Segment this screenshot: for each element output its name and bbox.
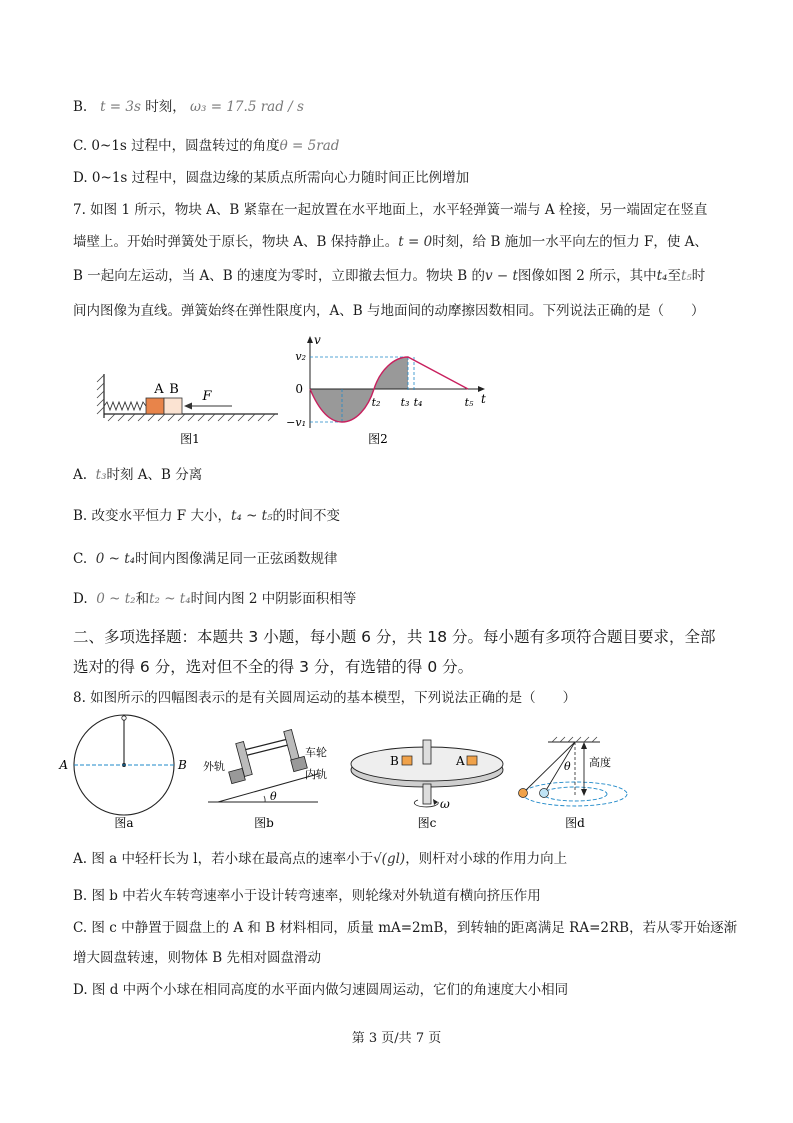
force-label: F xyxy=(202,389,212,404)
block-b xyxy=(164,398,182,414)
figb-wheel-label: 车轮 xyxy=(305,746,327,759)
figa-a-label: A xyxy=(59,758,68,772)
q8-option-d: D. 图 d 中两个小球在相同高度的水平面内做匀速圆周运动，它们的角速度大小相同 xyxy=(73,982,569,998)
shaded-area-2 xyxy=(374,357,408,389)
q8-option-a: A. 图 a 中轻杆长为 l，若小球在最高点的速率小于√(gl)，则杆对小球的作用力向上 xyxy=(73,851,568,867)
zero-label: 0 xyxy=(295,382,303,396)
q7-option-b: B. 改变水平恒力 F 大小，t₄ ~ t₅的时间不变 xyxy=(73,508,341,524)
t4-label: t₄ xyxy=(413,396,423,409)
figure-c xyxy=(351,740,503,830)
figb-inner-label: 内轨 xyxy=(305,768,327,781)
q7-stem-line3: B 一起向左运动，当 A、B 的速度为零时，立即撤去恒力。物块 B 的v − t图像如图 2 所示，其中t₄至t₅时 xyxy=(73,268,706,284)
page-footer: 第 3 页/共 7 页 xyxy=(351,1031,442,1046)
figure-a xyxy=(58,715,187,830)
figure-1-label: 图1 xyxy=(180,432,200,446)
label-a: A xyxy=(154,382,164,397)
figure-d xyxy=(519,737,628,830)
q7-stem-line2: 墙壁上。开始时弹簧处于原长，物块 A、B 保持静止。t = 0时刻，给 B 施加一水平向左的恒力 F，使 A、 xyxy=(73,234,708,250)
figb-outer-label: 外轨 xyxy=(203,760,225,773)
t3-label: t₃ xyxy=(400,396,410,409)
block-a xyxy=(146,398,164,414)
t5-label: t₅ xyxy=(464,396,474,409)
q7-stem-line1: 7. 如图 1 所示，物块 A、B 紧靠在一起放置在水平地面上，水平轻弹簧一端与 A 栓接，另一端固定在竖直 xyxy=(73,202,708,218)
q8-figures xyxy=(0,712,793,834)
q6-option-d: D. 0~1s 过程中，圆盘边缘的某质点所需向心力随时间正比例增加 xyxy=(73,170,470,186)
figa-b-label: B xyxy=(178,758,187,772)
neg-v1-label: −v₁ xyxy=(286,416,306,429)
t-axis-label: t xyxy=(481,392,486,406)
figc-b-label: B xyxy=(390,754,399,768)
figd-ball-1 xyxy=(519,789,528,798)
label-b: B xyxy=(169,382,179,397)
figc-a-label: A xyxy=(456,754,465,768)
q8-option-b: B. 图 b 中若火车转弯速率小于设计转弯速率，则轮缘对外轨道有横向挤压作用 xyxy=(73,888,541,904)
figure-2 xyxy=(286,333,486,446)
q8-stem: 8. 如图所示的四幅图表示的是有关圆周运动的基本模型，下列说法正确的是（ ） xyxy=(73,690,577,706)
figure-b-label: 图b xyxy=(254,816,274,830)
figure-c-label: 图c xyxy=(417,816,437,830)
q7-option-c: C. 0 ~ t₄时间内图像满足同一正弦函数规律 xyxy=(73,551,338,567)
q6-option-b: B. t = 3s 时刻， ω₃ = 17.5 rad / s xyxy=(73,99,304,115)
q7-option-a: A. t₃时刻 A、B 分离 xyxy=(73,467,203,483)
section-2-heading-line2: 选对的得 6 分，选对但不全的得 3 分，有选错的得 0 分。 xyxy=(73,658,474,676)
figb-theta: θ xyxy=(270,790,277,803)
figd-height-label: 高度 xyxy=(589,756,611,769)
figd-ball-2 xyxy=(540,789,549,798)
figure-2-label: 图2 xyxy=(368,432,388,446)
q8-option-c-line1: C. 图 c 中静置于圆盘上的 A 和 B 材料相同，质量 mA=2mB，到转轴的距离满足 RA=2RB，若从零开始逐渐 xyxy=(73,920,738,936)
figure-1 xyxy=(97,374,278,446)
section-2-heading-line1: 二、多项选择题：本题共 3 小题，每小题 6 分，共 18 分。每小题有多项符合题目要求，全部 xyxy=(73,628,716,646)
q8-option-c-line2: 增大圆盘转速，则物体 B 先相对圆盘滑动 xyxy=(73,950,322,966)
figc-block-a xyxy=(467,756,477,765)
figure-d-label: 图d xyxy=(565,816,585,830)
t2-label: t₂ xyxy=(371,396,381,409)
figd-theta: θ xyxy=(564,760,571,773)
figc-omega: ω xyxy=(440,797,450,811)
figure-b xyxy=(203,730,327,830)
q7-figures xyxy=(0,330,793,460)
q6-option-c: C. 0~1s 过程中，圆盘转过的角度θ = 5rad xyxy=(73,138,340,154)
q7-option-d: D. 0 ~ t₂和t₂ ~ t₄时间内图 2 中阴影面积相等 xyxy=(73,591,357,607)
v2-label: v₂ xyxy=(295,350,306,363)
figure-a-label: 图a xyxy=(114,816,134,830)
v-axis-label: v xyxy=(314,333,321,347)
figc-block-b xyxy=(402,756,412,765)
q7-stem-line4: 间内图像为直线。弹簧始终在弹性限度内，A、B 与地面间的动摩擦因数相同。下列说法正确的是（ ） xyxy=(73,303,705,319)
